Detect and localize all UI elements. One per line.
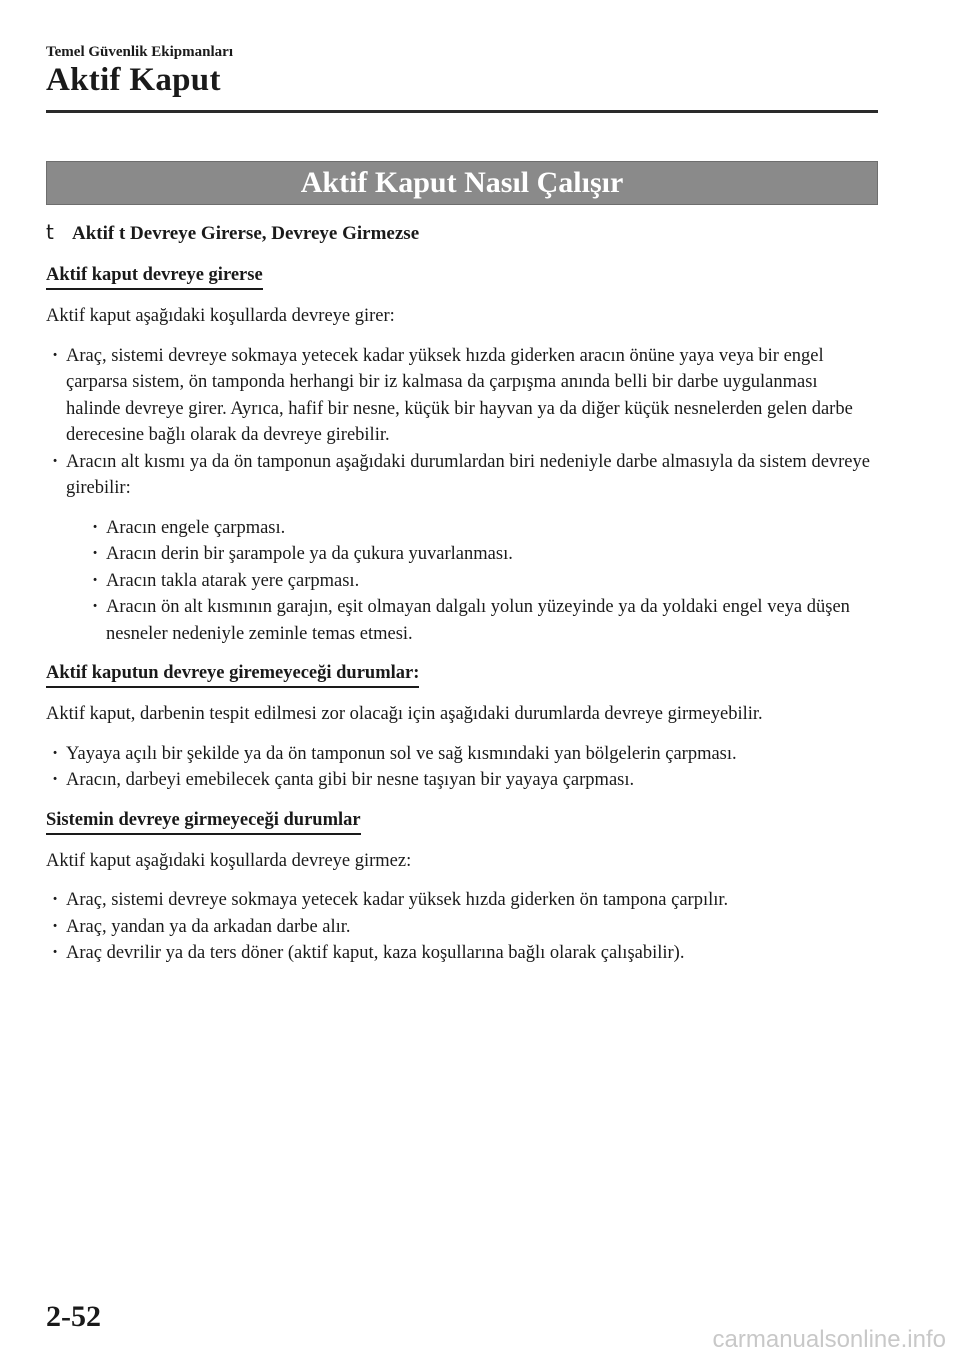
section-heading: Aktif kaputun devreye giremeyeceği durumlar: xyxy=(46,662,419,688)
list-item: · Araç, sistemi devreye sokmaya yetecek kadar yüksek hızda giderken aracın önüne yaya veya bir engel çarparsa sistem, ön tamponda herhangi bir iz kalmasa da çarpışma anında belli bir darbe uygulanması halinde devreye girer. Ayrıca, hafif bir nesne, küçük bir hayvan ya da diğer küçük nesnelerden gelen darbe derecesine bağlı olarak da devreye girebilir. xyxy=(46,343,876,449)
list-item: · Araç devrilir ya da ters döner (aktif kaput, kaza koşullarına bağlı olarak çalışabilir). xyxy=(46,940,876,967)
subheading xyxy=(46,220,419,245)
list-item-text: Aracın alt kısmı ya da ön tamponun aşağıdaki durumlardan biri nedeniyle darbe almasıyla da sistem devreye girebilir: xyxy=(66,451,870,498)
list-item: · Yayaya açılı bir şekilde ya da ön tamponun sol ve sağ kısmındaki yan bölgelerin çarpması. xyxy=(46,741,876,768)
sub-list-item: · Aracın ön alt kısmının garajın, eşit olmayan dalgalı yolun yüzeyinde ya da yoldaki engel veya düşen nesneler nedeniyle zeminle temas etmesi. xyxy=(86,594,876,647)
section-title: Aktif Kaput xyxy=(46,62,221,98)
section-heading: Sistemin devreye girmeyeceği durumlar xyxy=(46,809,361,835)
page-content xyxy=(46,262,876,980)
bullet-list xyxy=(46,741,876,794)
sub-list-item: · Aracın engele çarpması. xyxy=(86,515,876,542)
topic-banner-title: Aktif Kaput Nasıl Çalışır xyxy=(300,166,624,199)
section-activates xyxy=(46,262,876,647)
topic-banner xyxy=(46,161,878,205)
bullet-list xyxy=(46,887,876,967)
subheading-text: Aktif t Devreye Girerse, Devreye Girmezse xyxy=(72,223,420,244)
section-may-not-activate xyxy=(46,660,876,794)
section-does-not-activate xyxy=(46,807,876,967)
section-intro: Aktif kaput, darbenin tespit edilmesi zor olacağı için aşağıdaki durumlarda devreye girmeyebilir. xyxy=(46,704,763,724)
watermark: carmanualsonline.info xyxy=(712,1326,946,1353)
list-item: · Araç, yandan ya da arkadan darbe alır. xyxy=(46,914,876,941)
bullet-list xyxy=(46,343,876,648)
section-intro: Aktif kaput aşağıdaki koşullarda devreye girmez: xyxy=(46,850,412,871)
header-rule xyxy=(46,110,878,113)
list-item: · Aracın, darbeyi emebilecek çanta gibi bir nesne taşıyan bir yayaya çarpması. xyxy=(46,767,876,794)
list-item xyxy=(46,449,876,648)
section-intro: Aktif kaput aşağıdaki koşullarda devreye girer: xyxy=(46,306,395,326)
list-item: · Araç, sistemi devreye sokmaya yetecek kadar yüksek hızda giderken ön tampona çarpılır. xyxy=(46,887,876,914)
section-heading: Aktif kaput devreye girerse xyxy=(46,264,263,290)
sub-list-item: · Aracın derin bir şarampole ya da çukura yuvarlanması. xyxy=(86,541,876,568)
subheading-glyph: t xyxy=(46,220,54,244)
chapter-label: Temel Güvenlik Ekipmanları xyxy=(46,44,233,60)
sub-list-item: · Aracın takla atarak yere çarpması. xyxy=(86,568,876,595)
page-number: 2-52 xyxy=(46,1300,101,1333)
sub-bullet-list xyxy=(86,515,876,648)
